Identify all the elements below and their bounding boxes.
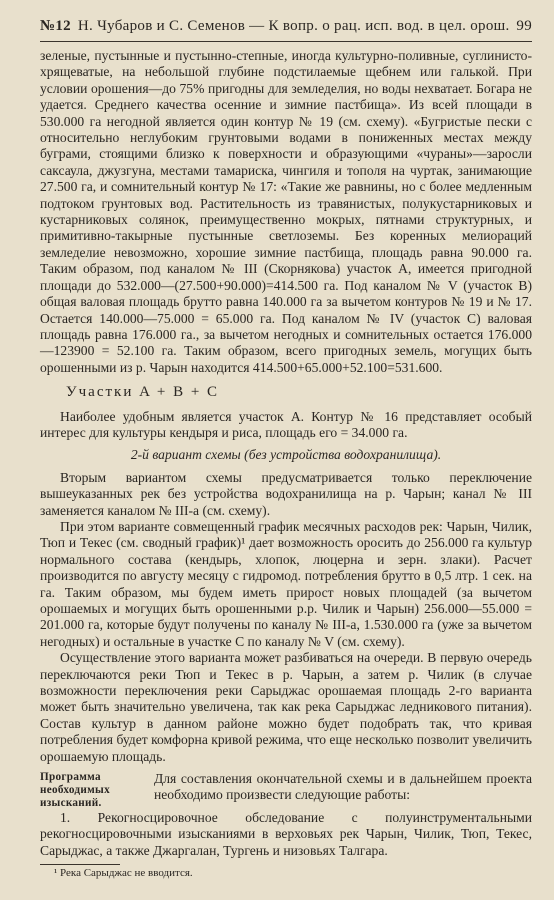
page-header xyxy=(40,18,532,42)
program-section xyxy=(40,771,532,810)
footnote-divider xyxy=(40,864,120,865)
paragraph-variant-2-details: При этом варианте совмещенный график месячных расходов рек: Чарын, Чилик, Тюп и Текес (см. сводный график)¹ дает возможность оросить до 256.000 га культур нормального состава (кендырь, хлопок, люцерна и зерн. злаки). Расчет производится по августу месяцу с гидромод. потребления брутто в 0,5 лтр. 1 сек. на га. Таким образом, мы будем иметь прирост новых площадей (за вычетом орошаемых и могущих быть орошенными р.р. Чилик и Чарын) 256.000—55.000 = 201.000 га, которые будут получены по каналу № III-а, 1.530.000 га (уже за вычетом негодных) и остальные в участке С по каналу № V (см. схему). xyxy=(40,518,532,649)
program-body xyxy=(154,771,532,810)
section-title-variant-2: 2-й вариант схемы (без устройства водохранилища). xyxy=(130,447,442,463)
paragraph-best-area: Наиболее удобным является участок А. Контур № 16 представляет особый интерес для культуры кендыря и риса, площадь его = 34.000 га. xyxy=(40,408,532,440)
article-body xyxy=(40,48,532,859)
issue-number: №12 xyxy=(40,18,71,34)
program-item-1: 1. Рекогносцировочное обследование с полуинструментальными рекогносцировочными изысканиями в верховьях рек Чарын, Чилик, Тюп, Текес, Сарыджас, а также Джаргалан, Тургень и низовьях Талгара. xyxy=(40,810,532,858)
program-side-label: Программа необходимых изысканий. xyxy=(40,771,110,810)
areas-formula: Участки A + B + C xyxy=(66,384,220,401)
page-number: 99 xyxy=(516,18,532,34)
paragraph-variant-2: Вторым вариантом схемы предусматривается только переключение вышеуказанных рек без устройства водохранилища на р. Чарын; канал № III заменяется каналом № III-а (см. схему). xyxy=(40,469,532,518)
paragraph-land-description: зеленые, пустынные и пустынно-степные, иногда культурно-поливные, суглинисто-хрящеватые, на небольшой глубине подстилаемые щебнем или галькой. При условии орошения—до 75% пригодны для земледелия, но воды нехватает. Богара не удается. Среднего качества осенние и зимние пастбища». Из всей площади в 530.000 га негодной является один контур № 19 (см. схему). «Бугристые пески с относительно неглубоким грунтовыми водами в пониженных местах между буграми, стоящими близко к поверхности и образующими «чураны»—заросли саксаула, джузгуна, местами тамариска, чингиля и тополя на чуртак, занимающие 27.500 га, и сомнительный контур № 17: «Такие же равнины, но с более медленным подтоком грунтовых вод. Растительность из травянистых, полукустарниковых и кустарниковых солянок, преимущественно мокрых, пятнами структурных, и примитивно-такырные пустынные светлоземы. Без коренных мелиораций земледелие невозможно, хорошие зимние пастбища, площадь равна 90.000 га. Таким образом, под каналом № III (Скорнякова) участок А, имеется пригодной площади до 532.000—(27.500+90.000)=414.500 га. Под каналом № V (участок В) общая валовая площадь брутто равна 140.000 га за вычетом контуров № 19 и № 17. Остается 140.000—75.000 = 65.000 га. Под каналом № IV (участок С) валовая площадь равна 176.000 га., за вычетом негодных и сомнительных остается 176.000—123900 = 52.100 га. Таким образом, всего пригодных земель, могущих быть орошенными из р. Чарын находится 414.500+65.000+52.100=531.600. xyxy=(40,48,532,375)
program-intro: Для составления окончательной схемы и в дальнейшем проекта необходимо произвести следующие работы: xyxy=(154,771,532,803)
running-title: Н. Чубаров и С. Семенов — К вопр. о рац. исп. вод. в цел. орош. xyxy=(77,18,510,34)
paragraph-stages: Осуществление этого варианта может разбиваться на очереди. В первую очередь переключаются реки Тюп и Текес в р. Чарын, а затем р. Чилик (в случае возможности переключения реки Сарыджас орошаемая площадь 2-го варианта может быть значительно увеличена, так как река Сарыджас ледникового питания). Состав культур в данном районе можно будет подобрать так, что кривая потребления будет комфорна кривой режима, что еще несколько позволит увеличить орошаемую площадь. xyxy=(40,650,532,764)
footnote: ¹ Река Сарыджас не вводится. xyxy=(54,867,193,879)
